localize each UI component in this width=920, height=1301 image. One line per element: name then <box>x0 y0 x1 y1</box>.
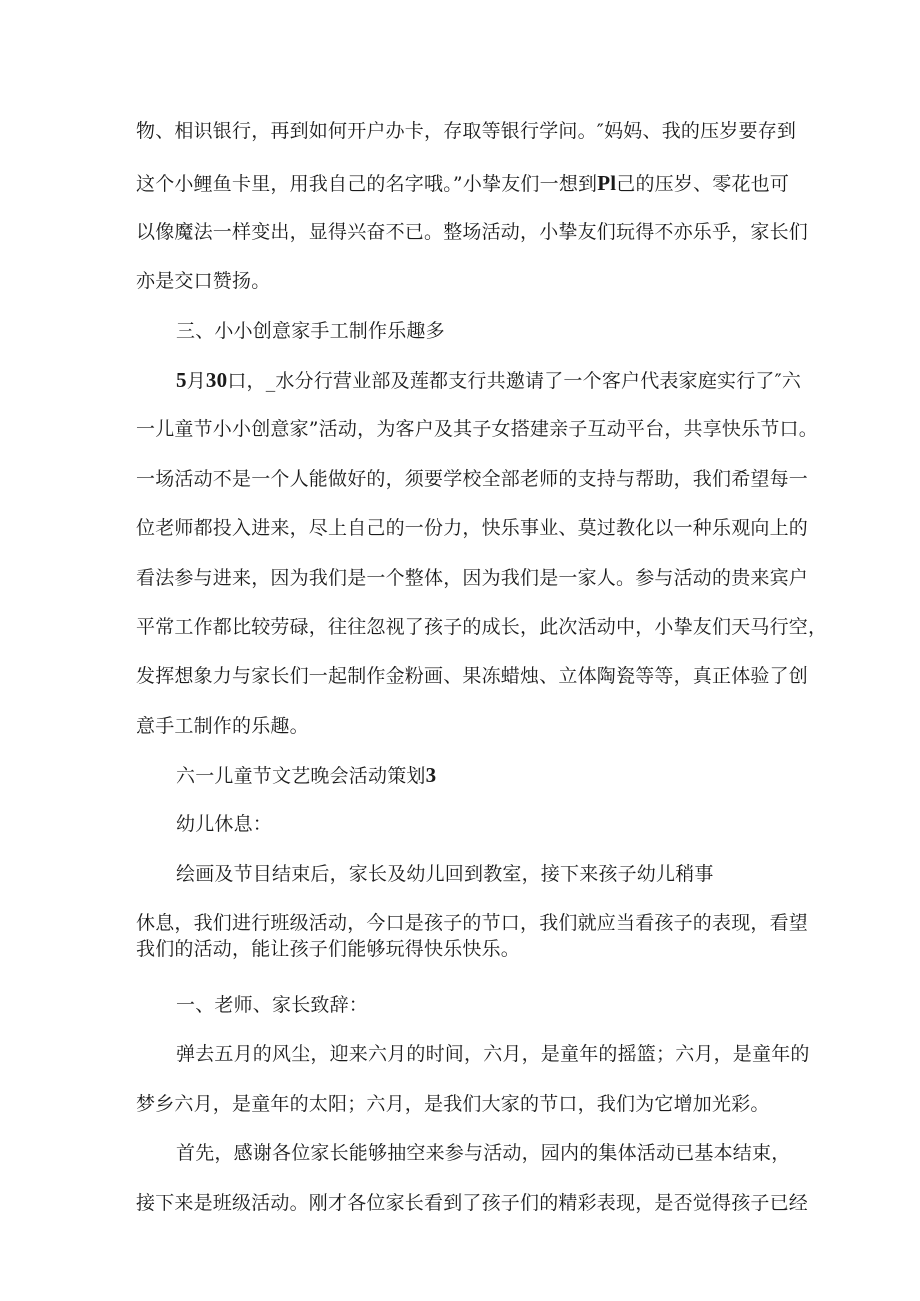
paragraph-line: 5月30口，_水分行营业部及莲都支行共邀请了一个客户代表家庭实行了″六 <box>176 368 802 392</box>
paragraph-line: 以像魔法一样变出，显得兴奋不已。整场活动，小挚友们玩得不亦乐乎，家长们 <box>136 221 809 243</box>
paragraph-line: 休息，我们进行班级活动，今口是孩子的节口，我们就应当看孩子的表现，看望 <box>136 912 809 934</box>
section-heading: 三、小小创意家手工制作乐趣多 <box>176 320 445 342</box>
paragraph-line: 首先，感谢各位家长能够抽空来参与活动，园内的集体活动已基本结束， <box>176 1142 791 1164</box>
paragraph-line: 一儿童节小小创意家”活动，为客户及其子女搭建亲子互动平台，共享快乐节口。 <box>136 418 818 440</box>
paragraph-line: 发挥想象力与家长们一起制作金粉画、果冻蜡烛、立体陶瓷等等，真正体验了创 <box>136 665 809 687</box>
paragraph-line: 这个小鲤鱼卡里，用我自己的名字哦。”小挚友们一想到Pl己的压岁、零花也可 <box>136 171 790 195</box>
paragraph-line: 绘画及节目结束后，家长及幼儿回到教室，接下来孩子幼儿稍事 <box>176 863 714 885</box>
paragraph-line: 位老师都投入进来，尽上自己的一份力，快乐事业、莫过教化以一种乐观向上的 <box>136 517 809 539</box>
paragraph-line: 我们的活动，能让孩子们能够玩得快乐快乐。 <box>136 938 521 960</box>
paragraph-line: 平常工作都比较劳碌，往往忽视了孩子的成长，此次活动中，小挚友们天马行空， <box>136 616 828 638</box>
section-heading: 六一儿童节文艺晚会活动策划3 <box>176 763 437 787</box>
paragraph-line: 意手工制作的乐趣。 <box>136 715 309 737</box>
paragraph-line: 接下来是班级活动。刚才各位家长看到了孩子们的精彩表现，是否觉得孩子已经 <box>136 1192 809 1214</box>
section-heading: 幼儿休息： <box>176 813 273 835</box>
paragraph-line: 弹去五月的风尘，迎来六月的时间，六月，是童年的摇篮；六月，是童年的 <box>176 1043 810 1065</box>
section-heading: 一、老师、家长致辞： <box>176 994 369 1016</box>
paragraph-line: 梦乡六月，是童年的太阳；六月，是我们大家的节口，我们为它增加光彩。 <box>136 1093 770 1115</box>
paragraph-line: 亦是交口赞扬。 <box>136 270 271 292</box>
paragraph-line: 物、相识银行，再到如何开户办卡，存取等银行学问。″妈妈、我的压岁要存到 <box>136 120 797 142</box>
paragraph-line: 看法参与进来，因为我们是一个整体，因为我们是一家人。参与活动的贵来宾户 <box>136 567 809 589</box>
paragraph-line: 一场活动不是一个人能做好的，须要学校全部老师的支持与帮助，我们希望每一 <box>136 468 809 490</box>
